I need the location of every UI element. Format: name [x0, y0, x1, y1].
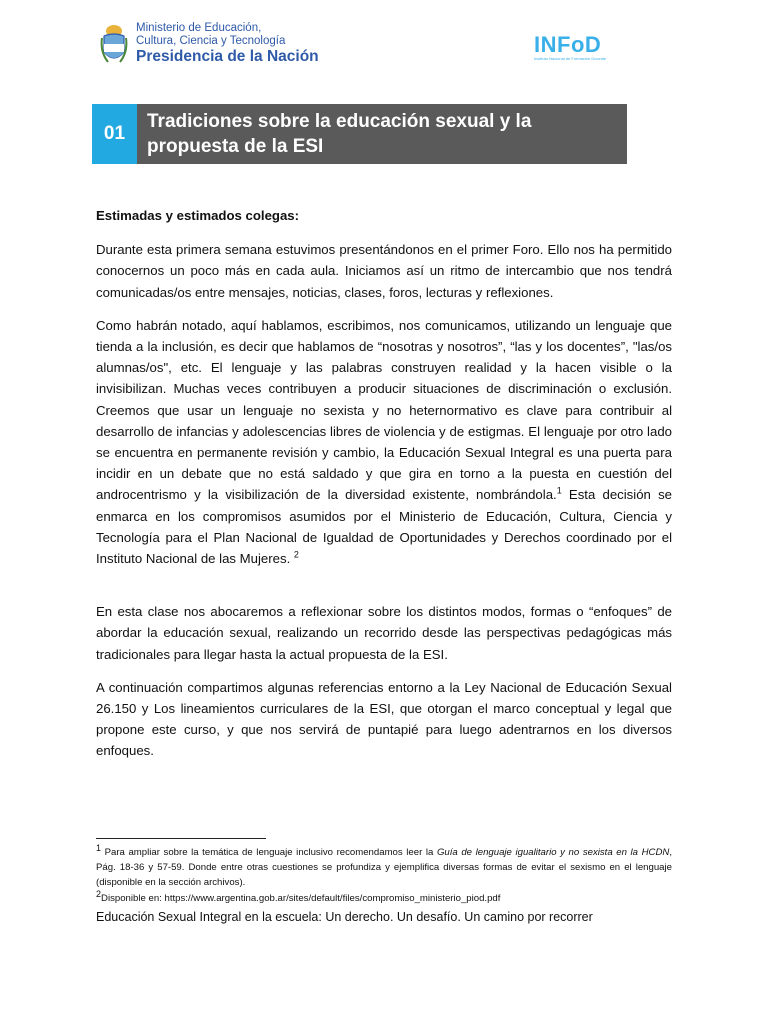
paragraph-intro: Durante esta primera semana estuvimos presentándonos en el primer Foro. Ello nos ha permitido conocernos un poco más en cada aula. Iniciamos así un ritmo de intercambio que nos tendrá comunicadas/os entre mensajes, noticias, clases, foros, lecturas y reflexiones.	[96, 242, 672, 300]
page-footer-title: Educación Sexual Integral en la escuela: Un derecho. Un desafío. Un camino por recorrer	[96, 909, 593, 924]
footnote-1	[96, 842, 672, 891]
footnote-ref-2[interactable]: 2	[293, 549, 299, 560]
chapter-title-banner	[92, 104, 627, 164]
footnote-1-text-b: , Pág. 18-36 y 57-59. Donde entre otras cuestiones se profundiza y ejemplifica diversas formas de evitar el sexismo en el lenguaje (disponible en la sección archivos).	[96, 847, 672, 889]
document-body	[96, 205, 672, 774]
infod-wordmark: INFoD	[534, 32, 602, 57]
footnote-1-mark: 1	[96, 842, 102, 853]
paragraph-language	[96, 315, 672, 569]
presidencia-label: Presidencia de la Nación	[136, 48, 319, 65]
salutation: Estimadas y estimados colegas:	[96, 208, 300, 223]
chapter-number: 01	[92, 104, 137, 164]
chapter-title: Tradiciones sobre la educación sexual y la propuesta de la ESI	[147, 111, 532, 157]
footnote-2-link[interactable]: Disponible en: https://www.argentina.gob.ar/sites/default/files/compromiso_ministerio_piod.pdf	[101, 892, 501, 904]
infod-logo	[534, 34, 606, 61]
paragraph-language-text-a: Como habrán notado, aquí hablamos, escribimos, nos comunicamos, utilizando un lenguaje que tienda a la inclusión, es decir que hablamos de “nosotras y nosotros”, “las y los docentes”, "las/os alumnas/os", etc. El lenguaje y las palabras construyen realidad y la hacen visible o la invisibilizan. Muchas veces contribuyen a producir situaciones de discriminación o exclusión. Creemos que usar un lenguaje no sexista y no heternormativo es clave para contribuir al desarrollo de infancias y adolescencias libres de violencia y de estigmas. El lenguaje por otro lado se encuentra en permanente revisión y cambio, la Educación Sexual Integral es una puerta para incidir en un debate que no está saldado y que gira en torno a la puesta en cuestión del androcentrismo y la visibilización de la diversidad existente, nombrándola.	[96, 317, 672, 503]
ministry-name-line1: Ministerio de Educación,	[136, 22, 262, 34]
footnote-ref-1[interactable]: 1	[556, 486, 562, 497]
infod-subtitle: Instituto Nacional de Formación Docente	[534, 56, 607, 61]
paragraph-language-text-b: Esta decisión se enmarca en los compromisos asumidos por el Ministerio de Educación, Cultura, Ciencia y Tecnología para el Plan Nacional de Igualdad de Oportunidades y Derechos coordinado por el Instituto Nacional de las Mujeres.	[96, 487, 672, 567]
ministry-name-line2: Cultura, Ciencia y Tecnología	[136, 35, 286, 47]
ministry-logo	[100, 22, 319, 66]
paragraph-references: A continuación compartimos algunas referencias entorno a la Ley Nacional de Educación Sexual 26.150 y Los lineamientos curriculares de la ESI, que otorgan el marco conceptual y legal que propone este curso, y que nos servirá de puntapié para luego adentrarnos en los diversos enfoques.	[96, 679, 672, 759]
footnote-1-guide-title: Guía de lenguaje igualitario y no sexista en la HCDN	[436, 847, 670, 858]
footnote-2	[96, 888, 672, 906]
paragraph-approaches: En esta clase nos abocaremos a reflexionar sobre los distintos modos, formas o “enfoques” de abordar la educación sexual, realizando un recorrido desde las perspectivas pedagógicas más tradicionales para llegar hasta la actual propuesta de la ESI.	[96, 604, 672, 662]
footnote-1-text-a: Para ampliar sobre la temática de lenguaje inclusivo recomendamos leer la	[101, 847, 437, 858]
page-header	[0, 0, 768, 90]
footnotes-section	[96, 842, 672, 925]
footnote-divider	[96, 838, 266, 839]
footnote-2-mark: 2	[96, 888, 102, 899]
argentina-coat-of-arms-icon	[100, 22, 128, 66]
